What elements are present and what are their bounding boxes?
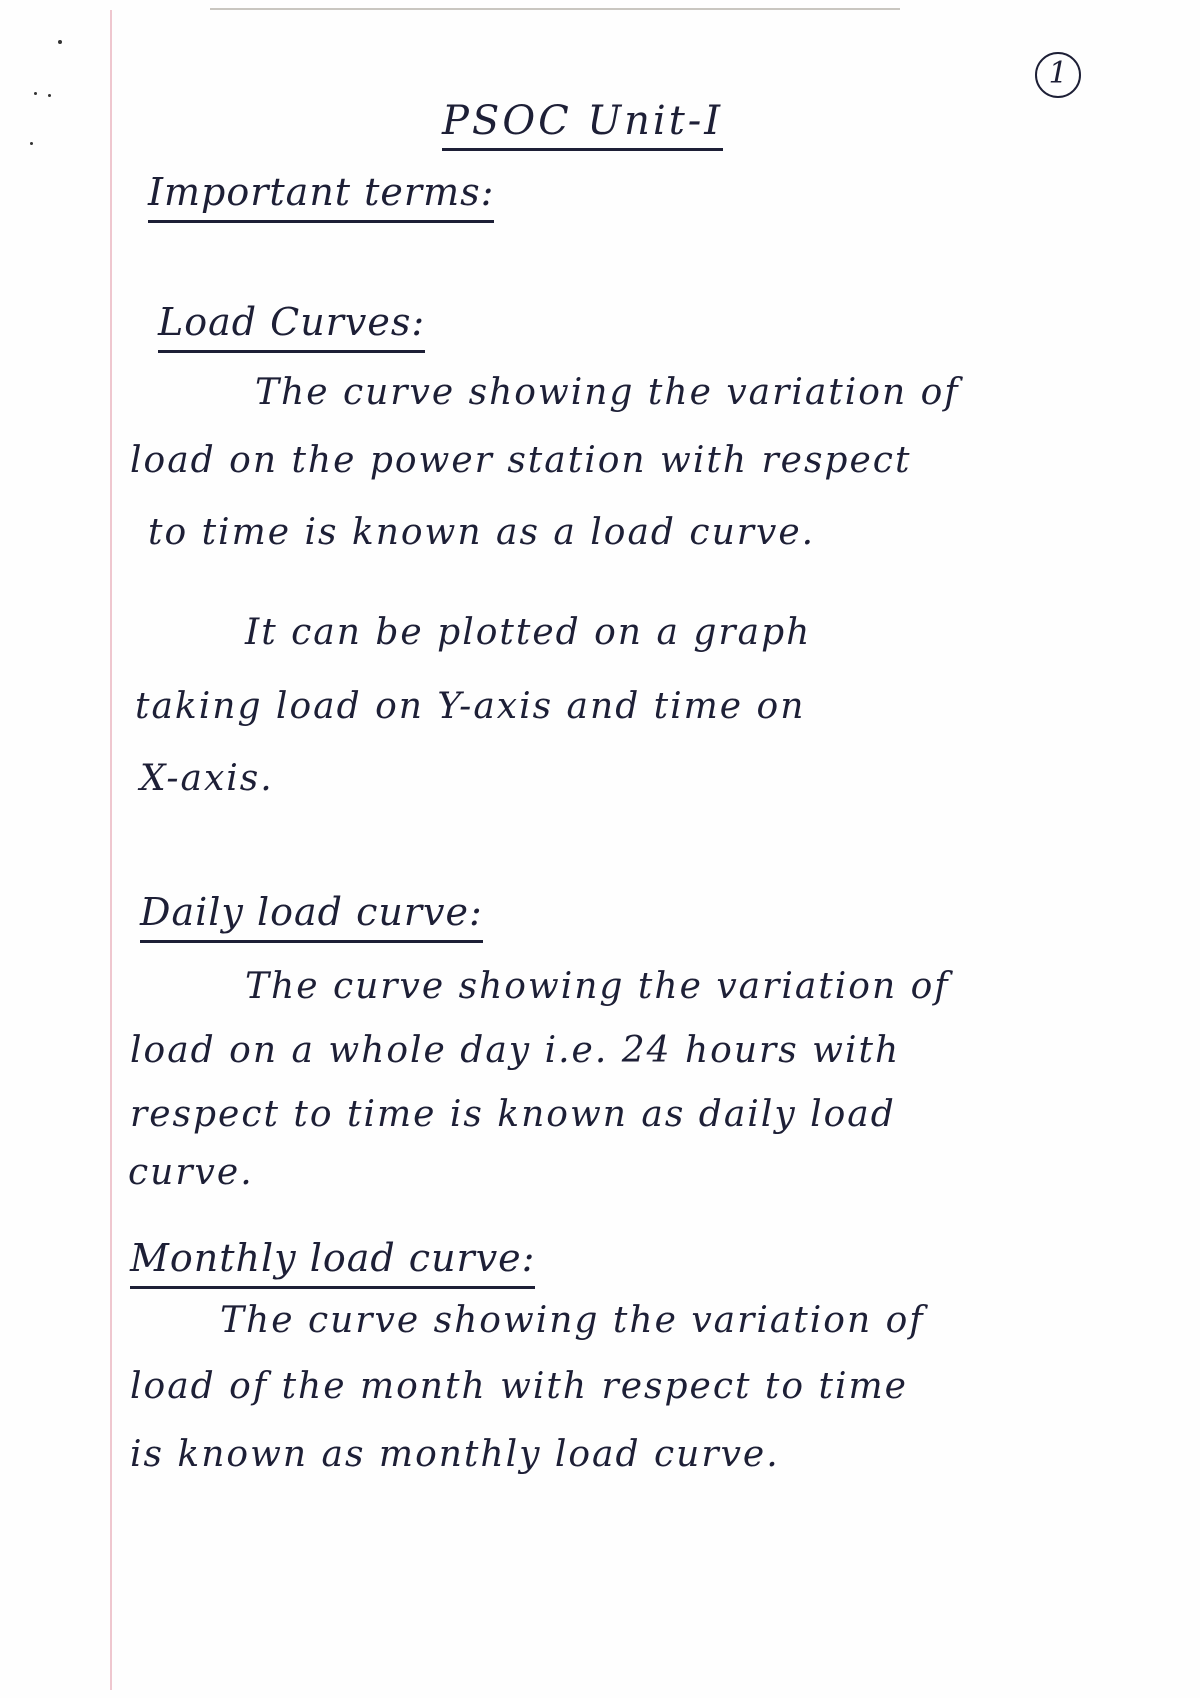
monthly-load-curve-line-2: load of the month with respect to time	[130, 1366, 908, 1407]
paper-speck	[58, 40, 62, 44]
load-curves-line-5: taking load on Y-axis and time on	[135, 686, 806, 727]
page-number: 1	[1035, 52, 1081, 98]
daily-load-curve-heading: Daily load curve:	[140, 890, 483, 943]
daily-load-curve-line-1: The curve showing the variation of	[245, 966, 950, 1007]
daily-load-curve-line-3: respect to time is known as daily load	[130, 1094, 896, 1135]
paper-speck	[48, 94, 51, 97]
important-terms-heading: Important terms:	[148, 170, 494, 223]
top-rule	[210, 8, 900, 10]
load-curves-line-1: The curve showing the variation of	[255, 372, 960, 413]
load-curves-line-6: X-axis.	[140, 758, 274, 799]
monthly-load-curve-line-1: The curve showing the variation of	[220, 1300, 925, 1341]
monthly-load-curve-heading: Monthly load curve:	[130, 1236, 535, 1289]
load-curves-line-4: It can be plotted on a graph	[245, 612, 812, 653]
margin-line	[110, 10, 112, 1690]
load-curves-heading: Load Curves:	[158, 300, 425, 353]
paper-speck	[30, 142, 33, 145]
load-curves-line-3: to time is known as a load curve.	[148, 512, 816, 553]
load-curves-line-2: load on the power station with respect	[130, 440, 912, 481]
daily-load-curve-line-2: load on a whole day i.e. 24 hours with	[130, 1030, 901, 1071]
paper-speck	[34, 92, 37, 95]
monthly-load-curve-line-3: is known as monthly load curve.	[130, 1434, 780, 1475]
page-title: PSOC Unit-I	[442, 98, 723, 151]
daily-load-curve-line-4: curve.	[128, 1152, 254, 1193]
